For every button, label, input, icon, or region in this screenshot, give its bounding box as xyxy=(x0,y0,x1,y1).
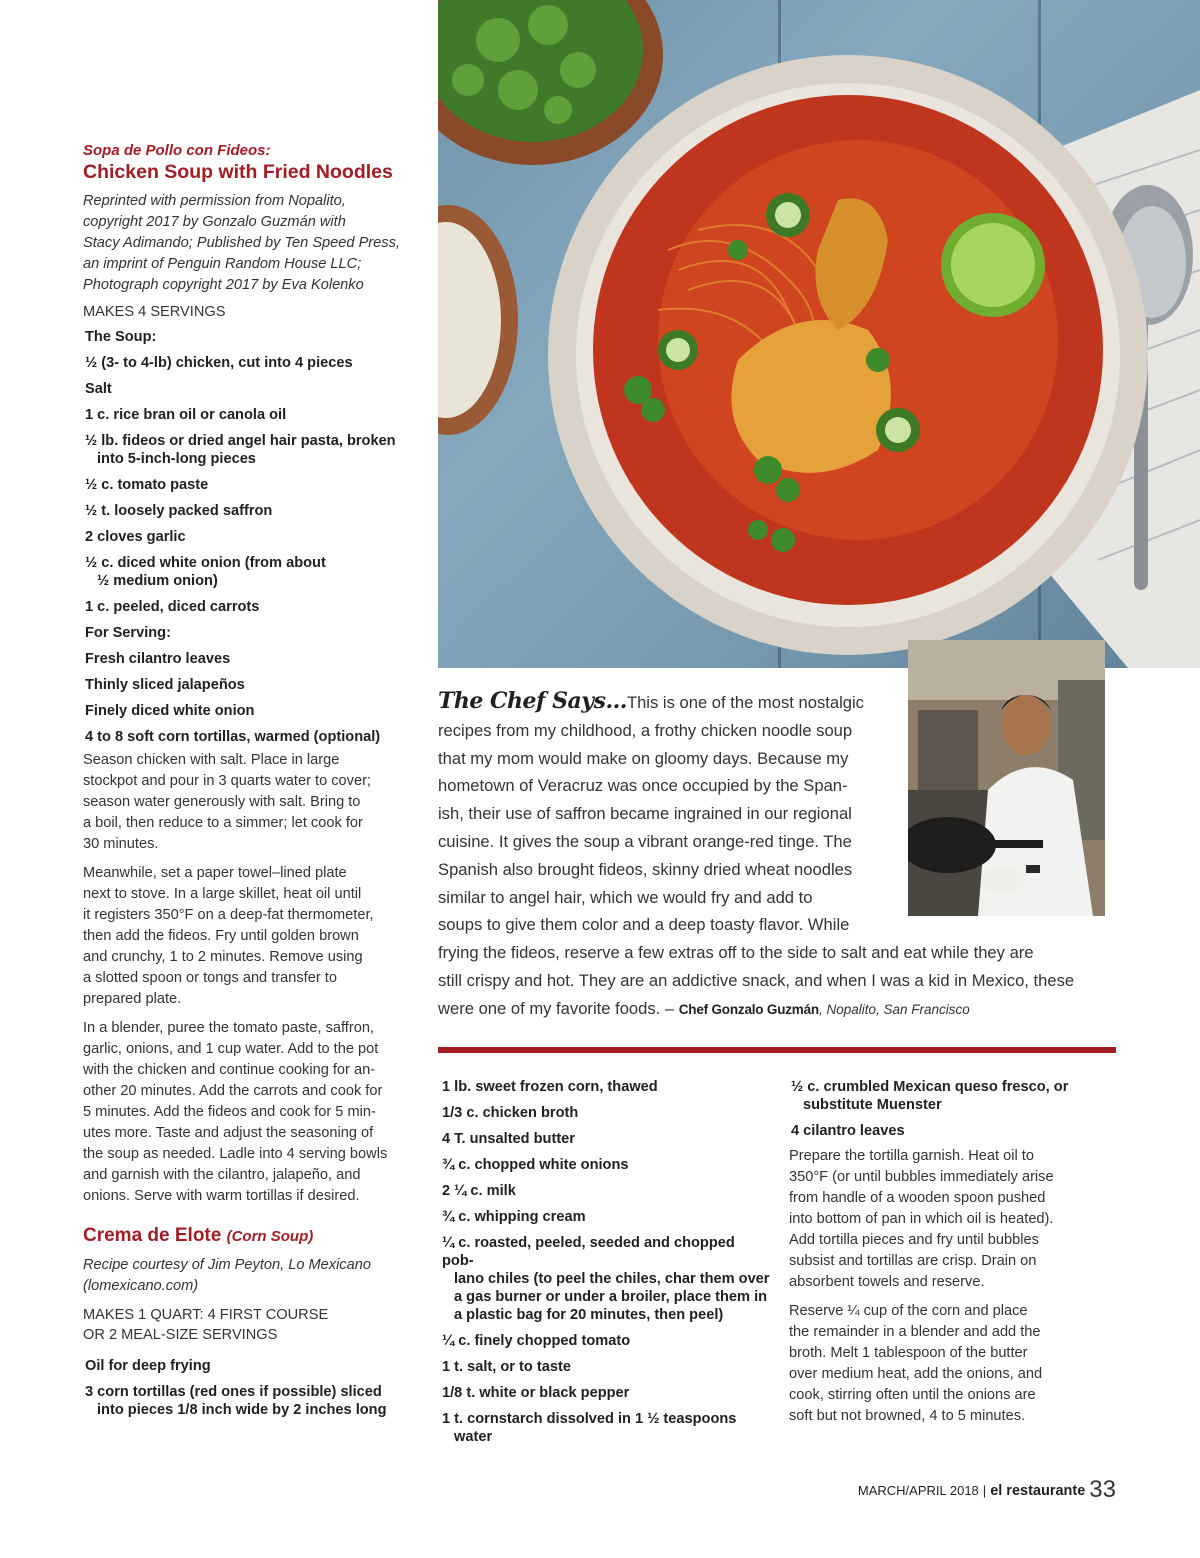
section-divider xyxy=(438,1047,1116,1053)
recipe2-subtitle: (Corn Soup) xyxy=(226,1228,314,1245)
quote-line: The Chef Says...This is one of the most nostalgic xyxy=(438,688,864,714)
ingredient: ¾ c. chopped white onions xyxy=(442,1157,629,1173)
quote-line: still crispy and hot. They are an addictive snack, and when I was a kid in Mexico, these xyxy=(438,970,1075,990)
ingredient: 4 cilantro leaves xyxy=(791,1123,905,1139)
ingredient: 1 lb. sweet frozen corn, thawed xyxy=(442,1079,658,1095)
ingredient: ½ c. tomato paste xyxy=(85,477,209,493)
ingredient: Oil for deep frying xyxy=(85,1358,211,1374)
ingredient: ¼ c. roasted, peeled, seeded and chopped pob- lano chiles (to peel the chiles, char them over a gas burner or under a broiler, place them in a plastic bag for 20 minutes, then peel) xyxy=(442,1235,770,1323)
quote-line: were one of my favorite foods. – Chef Gonzalo Guzmán, Nopalito, San Francisco xyxy=(438,998,970,1018)
ingredient: 2 ¼ c. milk xyxy=(442,1183,516,1199)
page-footer xyxy=(858,1476,1116,1504)
recipe2-makes: MAKES 1 QUART: 4 FIRST COURSE OR 2 MEAL-SIZE SERVINGS xyxy=(83,1307,329,1343)
credit-line: Photograph copyright 2017 by Eva Kolenko xyxy=(83,277,364,293)
credit-line: Stacy Adimando; Published by Ten Speed Press, xyxy=(83,235,400,251)
ingredient: 4 to 8 soft corn tortillas, warmed (optional) xyxy=(85,729,381,745)
ingredient: ½ c. diced white onion (from about ½ medium onion) xyxy=(85,555,326,589)
ingredient: 1/8 t. white or black pepper xyxy=(442,1385,630,1401)
recipe2-step-2: Reserve ¼ cup of the corn and place the remainder in a blender and add the broth. Melt 1 tablespoon of the butter over medium heat, add the onions, and cook, stirring often until the onions are soft but not browned, 4 to 5 minutes. xyxy=(789,1303,1043,1424)
ingredient-heading: The Soup: xyxy=(85,329,157,345)
ingredient: Fresh cilantro leaves xyxy=(85,651,231,667)
ingredient: Salt xyxy=(85,381,112,397)
recipe2-title: Crema de Elote (Corn Soup) xyxy=(83,1225,314,1246)
ingredient: 1 t. cornstarch dissolved in 1 ½ teaspoons water xyxy=(442,1411,737,1445)
credit-line: Reprinted with permission from Nopalito, xyxy=(83,193,346,209)
ingredient: 2 cloves garlic xyxy=(85,529,186,545)
recipe1-step-3: In a blender, puree the tomato paste, saffron, garlic, onions, and 1 cup water. Add to the pot with the chicken and continue cooking for an- other 20 minutes. Add the carrots and cook for 5 minutes. Add the fideos and cook for 5 min- utes more. Taste and adjust the seasoning of the soup as needed. Ladle into 4 serving bowls and garnish with the cilantro, jalapeño, and onions. Serve with warm tortillas if desired. xyxy=(83,1020,388,1204)
magazine-name: el restaurante xyxy=(990,1483,1086,1499)
quote-line: frying the fideos, reserve a few extras off to the side to salt and eat while they are xyxy=(438,943,1034,963)
quote-line: recipes from my childhood, a frothy chicken noodle soup xyxy=(438,720,853,740)
quote-line: hometown of Veracruz was once occupied by the Span- xyxy=(438,776,848,796)
ingredient: ½ t. loosely packed saffron xyxy=(85,503,273,519)
recipe1-title: Chicken Soup with Fried Noodles xyxy=(83,161,393,183)
chef-signature: Chef Gonzalo Guzmán xyxy=(678,1001,819,1017)
ingredient: ¼ c. finely chopped tomato xyxy=(442,1333,631,1349)
chef-says-heading: The Chef Says... xyxy=(438,688,627,714)
recipe1-kicker: Sopa de Pollo con Fideos: xyxy=(83,142,271,159)
soup-illustration xyxy=(438,0,1200,668)
recipe2-credit: Recipe courtesy of Jim Peyton, Lo Mexicano (lomexicano.com) xyxy=(83,1257,371,1294)
ingredient: 1 t. salt, or to taste xyxy=(442,1359,571,1375)
ingredient: Finely diced white onion xyxy=(85,703,255,719)
quote-line: soups to give them color and a deep toasty flavor. While xyxy=(438,915,850,935)
chef-signature-place: , Nopalito, San Francisco xyxy=(818,1001,970,1017)
left-column xyxy=(83,142,408,1419)
ingredient: Thinly sliced jalapeños xyxy=(85,677,245,693)
recipe2-step-1: Prepare the tortilla garnish. Heat oil to 350°F (or until bubbles immediately arise from handle of a wooden spoon pushed into bottom of pan in which oil is heated). Add tortilla pieces and fry until bubbles subsist and tortillas are crisp. Drain on absorbent towels and reserve. xyxy=(789,1148,1054,1290)
quote-line: Spanish also brought fideos, skinny dried wheat noodles xyxy=(438,859,853,879)
credit-line: an imprint of Penguin Random House LLC; xyxy=(83,256,362,272)
quote-line: that my mom would make on gloomy days. Because my xyxy=(438,748,849,768)
ingredient: ½ (3- to 4-lb) chicken, cut into 4 pieces xyxy=(85,355,353,371)
ingredient: 1/3 c. chicken broth xyxy=(442,1105,579,1121)
ingredient: ½ lb. fideos or dried angel hair pasta, broken into 5-inch-long pieces xyxy=(85,433,396,467)
ingredient: ½ c. crumbled Mexican queso fresco, or substitute Muenster xyxy=(791,1079,1069,1113)
page-number: 33 xyxy=(1089,1476,1116,1503)
recipe1-credit xyxy=(83,191,408,296)
recipe1-step-2: Meanwhile, set a paper towel–lined plate next to stove. In a large skillet, heat oil until it registers 350°F on a deep-fat thermometer, then add the fideos. Fry until golden brown and crunchy, 1 to 2 minutes. Remove using a slotted spoon or tongs and transfer to prepared plate. xyxy=(83,865,374,1007)
ingredient: 3 corn tortillas (red ones if possible) sliced into pieces 1/8 inch wide by 2 inches long xyxy=(85,1384,387,1418)
ingredient: 1 c. rice bran oil or canola oil xyxy=(85,407,287,423)
ingredient-heading: For Serving: xyxy=(85,625,171,641)
quote-line: cuisine. It gives the soup a vibrant orange-red tinge. The xyxy=(438,831,852,851)
quote-line: similar to angel hair, which we would fry and add to xyxy=(438,887,813,907)
middle-column xyxy=(440,1078,770,1446)
ingredient: 1 c. peeled, diced carrots xyxy=(85,599,260,615)
ingredient: ¾ c. whipping cream xyxy=(442,1209,586,1225)
quote-line: ish, their use of saffron became ingrained in our regional xyxy=(438,804,852,824)
credit-line: copyright 2017 by Gonzalo Guzmán with xyxy=(83,214,346,230)
issue-date: MARCH/APRIL 2018 xyxy=(857,1483,979,1498)
recipe1-step-1: Season chicken with salt. Place in large stockpot and pour in 3 quarts water to cover; season water generously with salt. Bring to a boil, then reduce to a simmer; let cook for 30 minutes. xyxy=(83,752,371,852)
recipe1-ingredients xyxy=(83,328,408,746)
footer-separator: | xyxy=(982,1483,987,1498)
recipe1-makes: MAKES 4 SERVINGS xyxy=(83,304,226,320)
ingredient: 4 T. unsalted butter xyxy=(442,1131,575,1147)
right-column xyxy=(789,1078,1084,1427)
soup-photo xyxy=(438,0,1200,668)
chef-says-quote xyxy=(438,688,1118,1024)
